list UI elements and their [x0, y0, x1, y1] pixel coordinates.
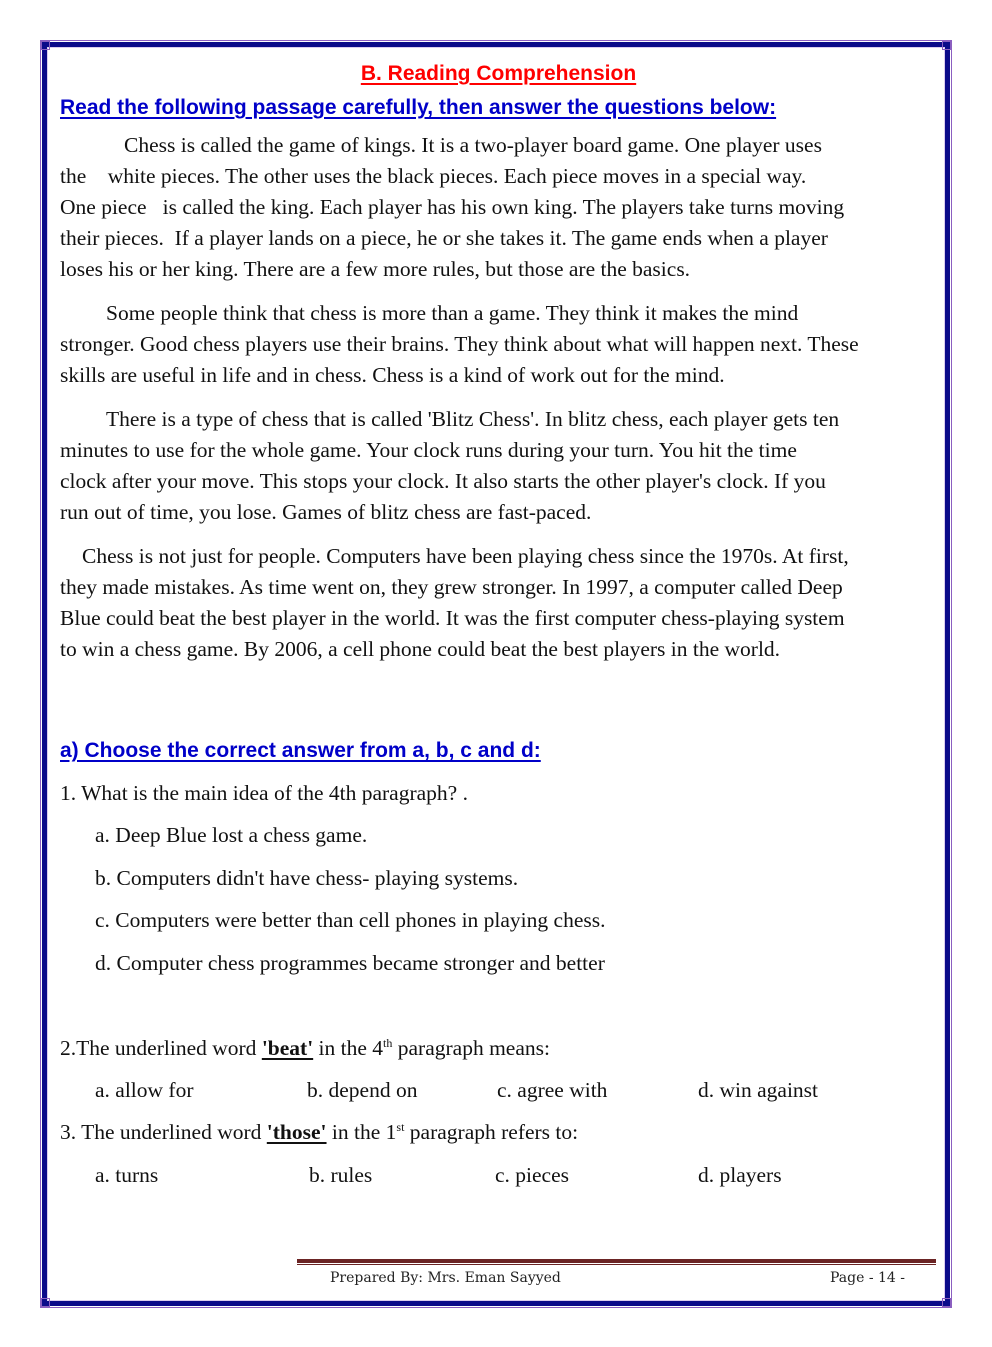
passage-line: skills are useful in life and in chess. Chess is a kind of work out for the mind. [60, 363, 725, 387]
question-2-prefix: 2.The underlined word [60, 1036, 262, 1060]
question-3-option-c[interactable]: c. pieces [495, 1163, 570, 1187]
border-corner-top-left [41, 41, 50, 50]
page-content [60, 56, 932, 1187]
question-1: 1. What is the main idea of the 4th paragraph? . [60, 781, 468, 805]
passage-line: minutes to use for the whole game. Your clock runs during your turn. You hit the time [60, 438, 797, 462]
passage-line: to win a chess game. By 2006, a cell phone could beat the best players in the world. [60, 637, 781, 661]
question-2-ordinal: th [383, 1036, 393, 1050]
passage-line: clock after your move. This stops your clock. It also starts the other player's clock. If you [60, 469, 826, 493]
section-title: B. Reading Comprehension [360, 62, 637, 85]
passage-line: Chess is called the game of kings. It is a two-player board game. One player uses [124, 133, 822, 157]
border-corner-top-right [942, 41, 951, 50]
footer-page-number: Page - 14 - [830, 1270, 906, 1286]
reading-passage [60, 130, 932, 665]
question-3-option-d[interactable]: d. players [698, 1163, 782, 1187]
footer-prepared-by: Prepared By: Mrs. Eman Sayyed [330, 1270, 561, 1286]
question-3-suffix: paragraph refers to: [404, 1120, 579, 1144]
question-2-middle: in the 4 [313, 1036, 384, 1060]
question-2-option-a[interactable]: a. allow for [95, 1078, 194, 1102]
passage-line: Blue could beat the best player in the world. It was the first computer chess-playing system [60, 606, 845, 630]
question-1-option-c[interactable]: c. Computers were better than cell phones in playing chess. [95, 908, 606, 932]
passage-paragraph-4 [60, 541, 932, 665]
question-2-option-c[interactable]: c. agree with [497, 1078, 608, 1102]
question-1-option-d[interactable]: d. Computer chess programmes became stronger and better [95, 951, 605, 975]
question-3-option-b[interactable]: b. rules [309, 1163, 373, 1187]
passage-line: stronger. Good chess players use their brains. They think about what will happen next. These [60, 332, 859, 356]
footer-divider-thick [297, 1259, 936, 1263]
passage-line: the white pieces. The other uses the black pieces. Each piece moves in a special way. [60, 164, 807, 188]
passage-line: One piece is called the king. Each player has his own king. The players take turns moving [60, 195, 845, 219]
passage-line: their pieces. If a player lands on a piece, he or she takes it. The game ends when a player [60, 226, 828, 250]
passage-line: Some people think that chess is more than a game. They think it makes the mind [106, 301, 799, 325]
question-2-suffix: paragraph means: [392, 1036, 550, 1060]
question-3 [60, 1117, 578, 1147]
passage-paragraph-2 [60, 298, 932, 391]
question-1-option-a[interactable]: a. Deep Blue lost a chess game. [95, 823, 368, 847]
passage-line: Chess is not just for people. Computers have been playing chess since the 1970s. At first, [82, 544, 849, 568]
question-3-prefix: 3. The underlined word [60, 1120, 267, 1144]
passage-instruction: Read the following passage carefully, then answer the questions below: [60, 96, 777, 119]
passage-paragraph-1 [60, 130, 932, 285]
passage-line: they made mistakes. As time went on, they grew stronger. In 1997, a computer called Deep [60, 575, 843, 599]
passage-line: run out of time, you lose. Games of blitz chess are fast-paced. [60, 500, 592, 524]
passage-line: There is a type of chess that is called 'Blitz Chess'. In blitz chess, each player gets ten [106, 407, 840, 431]
question-3-ordinal: st [396, 1120, 405, 1134]
question-2 [60, 1033, 550, 1063]
question-2-option-b[interactable]: b. depend on [307, 1078, 418, 1102]
question-2-option-d[interactable]: d. win against [698, 1078, 819, 1102]
footer-divider-thin [297, 1264, 936, 1265]
question-1-option-b[interactable]: b. Computers didn't have chess- playing systems. [95, 866, 519, 890]
border-corner-bottom-right [942, 1298, 951, 1307]
question-3-middle: in the 1 [326, 1120, 397, 1144]
passage-line: loses his or her king. There are a few more rules, but those are the basics. [60, 257, 691, 281]
footer-divider [297, 1259, 936, 1266]
question-3-option-a[interactable]: a. turns [95, 1163, 159, 1187]
passage-paragraph-3 [60, 404, 932, 528]
question-3-key-word: 'those' [266, 1120, 327, 1144]
questions-heading: a) Choose the correct answer from a, b, c and d: [60, 739, 541, 762]
border-corner-bottom-left [41, 1298, 50, 1307]
question-2-key-word: 'beat' [261, 1036, 314, 1060]
